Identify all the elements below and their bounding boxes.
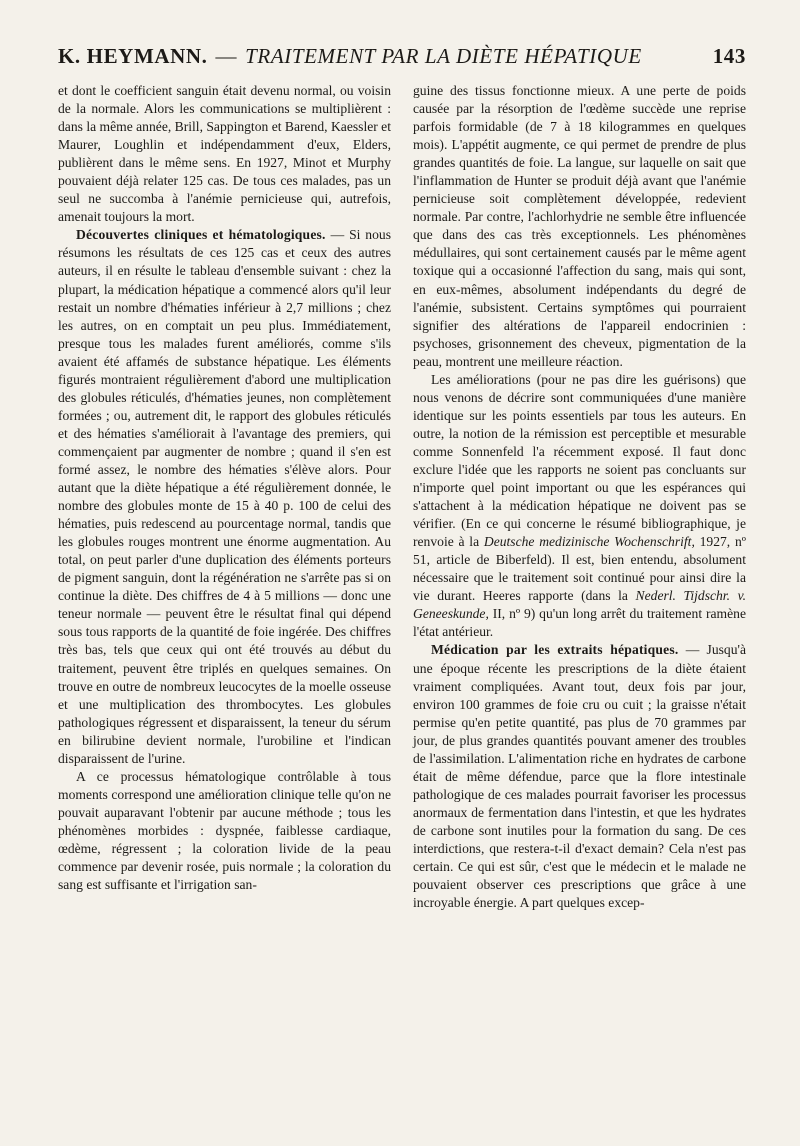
paragraph-text: — Jusqu'à une époque récente les prescriptions de la diète étaient vraiment compliquées. Avant tout, deux fois par jour, environ 100 grammes de foie cru ou cuit ; la graisse n'était permise qu'en petite quantité, pas plus de 70 grammes par jour, de plus grandes quantités pouvant amener des troubles de l'assimilation. L'alimentation riche en hydrates de carbone était de même défendue, parce que la flore intestinale pathologique de ces malades pourrait favoriser les processus anormaux de fermentation dans l'intestin, et que les hydrates de carbone sont inutiles pour la formation du sang. De ces interdictions, que restera-t-il d'exact demain? Cela n'est pas certain. Ce qui est sûr, c'est que le médecin et le malade ne pouvaient observer ces prescriptions que grâce à une incroyable énergie. A part quelques excep-	[413, 642, 746, 911]
left-column	[58, 82, 391, 912]
paragraph: guine des tissus fonctionne mieux. A une perte de poids causée par la résorption de l'œdème succède une reprise parfois formidable (de 7 à 18 kilogrammes en quelques mois). L'appétit augmente, ce qui permet de prendre de plus grandes quantités de foie. La langue, sur laquelle on sait que l'inflammation de Hunter se produit déjà avant que l'anémie pernicieuse soit complètement développée, redevient normale. Par contre, l'achlorhydrie ne semble être influencée que dans des cas très exceptionnels. Les phénomènes médullaires, qui sont certainement causés par le même agent toxique qui a occasionné l'affection du sang, mais qui sont, en eux-mêmes, absolument indépendants du degré de l'anémie, subsistent. Certains symptômes qui pourraient signifier des altérations de l'appareil endocrinien : psychoses, grisonnement des cheveux, pigmentation de la peau, montrent une meilleure réaction.	[413, 83, 746, 369]
header-separator: —	[215, 44, 238, 68]
header-title: TRAITEMENT PAR LA DIÈTE HÉPATIQUE	[245, 44, 642, 68]
paragraph-text: — Si nous résumons les résultats de ces 125 cas et ceux des autres auteurs, il en résulte le tableau d'ensemble suivant : chez la plupart, la médication hépatique a commencé alors qu'il leur restait un nombre d'hématies inférieur à 2,7 millions ; chez les autres, on en comptait un peu plus. Immédiatement, presque tous les malades furent améliorés, comme s'ils avaient été affamés de substance hépatique. Les éléments figurés montraient régulièrement d'abord une multiplication des globules réticulés, d'hématies jeunes, non complètement formées ; ou, autrement dit, le rapport des globules réticulés et des hématies s'améliorait à l'avantage des premiers, qui commençaient par augmenter de nombre ; quand il s'en est formé assez, le nombre des hématies s'élève alors. Pour autant que la diète hépatique a été régulièrement donnée, le nombre des globules monte de 15 à 40 p. 100 de celui des hématies, puis redescend au pourcentage normal, tandis que les globules rouges montrent une énorme augmentation. Au total, on peut parler d'une duplication des éléments porteurs de pigment sanguin, dont la régénération ne s'arrête pas si on continue la diète. Des chiffres de 4 à 5 millions — donc une teneur normale — peuvent être le résultat final qui dépend sous tous rapports de la quantité de foie ingérée. Des chiffres très bas, tels que ceux qui ont été trouvés au début du traitement, peuvent être triplés en quelques semaines. On trouve en outre de nombreux leucocytes de la moelle osseuse et une multiplication des thrombocytes. Les globules pathologiques régressent et disparaissent, la teneur du sérum en bilirubine devient normale, l'urobiline et l'indican disparaissent de l'urine.	[58, 227, 391, 766]
journal-title: Nederl. Tijdschr. v. Geneeskunde,	[413, 588, 747, 622]
paragraph	[413, 641, 746, 912]
running-header	[58, 44, 746, 78]
section-heading: Médication par les extraits hépatiques.	[431, 642, 679, 658]
section-heading: Découvertes cliniques et hématologiques.	[76, 227, 326, 243]
paragraph	[413, 371, 746, 642]
paragraph-text: II, nº 9) qu'un long arrêt du traitement ramène l'état antérieur.	[413, 606, 746, 640]
paragraph: A ce processus hématologique contrôlable à tous moments correspond une amélioration clinique telle qu'on ne pouvait auparavant l'obtenir par aucune méthode ; tous les phénomènes morbides : dyspnée, faiblesse cardiaque, œdème, régressent ; la coloration livide de la peau commence par devenir rosée, puis normale ; la coloration du sang est suffisante et l'irrigation san-	[58, 768, 391, 893]
header-author: K. HEYMANN.	[58, 44, 208, 68]
paragraph: et dont le coefficient sanguin était devenu normal, ou voisin de la normale. Alors les communications se multiplièrent : dans la même année, Brill, Sappington et Barend, Kaessler et Maurer, Loughlin et indépendamment d'eux, Elders, publièrent dans le même sens. En 1927, Minot et Murphy pouvaient déjà relater 125 cas. De tous ces malades, pas un seul ne succomba à l'anémie pernicieuse qui, autrefois, amenait toujours la mort.	[58, 83, 391, 225]
right-column	[413, 82, 746, 912]
paragraph	[58, 226, 391, 767]
text-columns	[58, 82, 746, 912]
page-number: 143	[712, 44, 746, 68]
paragraph-text: 1927, nº 51, article de Biberfeld). Il est, bien entendu, absolument nécessaire que le traitement soit continué pour ainsi dire la vie durant. Heeres rapporte (dans la	[413, 534, 746, 604]
journal-title: Deutsche medizinische Wochenschrift,	[483, 534, 695, 550]
paragraph-text: Les améliorations (pour ne pas dire les guérisons) que nous venons de décrire sont communiquées d'une manière identique sur les points essentiels par tous les auteurs. En outre, la notion de la rémission est perceptible et mesurable comme Sonnenfeld l'a récemment exposé. Il faut donc exclure l'idée que les rapports ne soient pas concluants sur n'importe quel point important ou que les espérances qui s'attachent à la médication hépatique ne doivent pas se vérifier. (En ce qui concerne le résumé bibliographique, je renvoie à la	[413, 371, 746, 550]
